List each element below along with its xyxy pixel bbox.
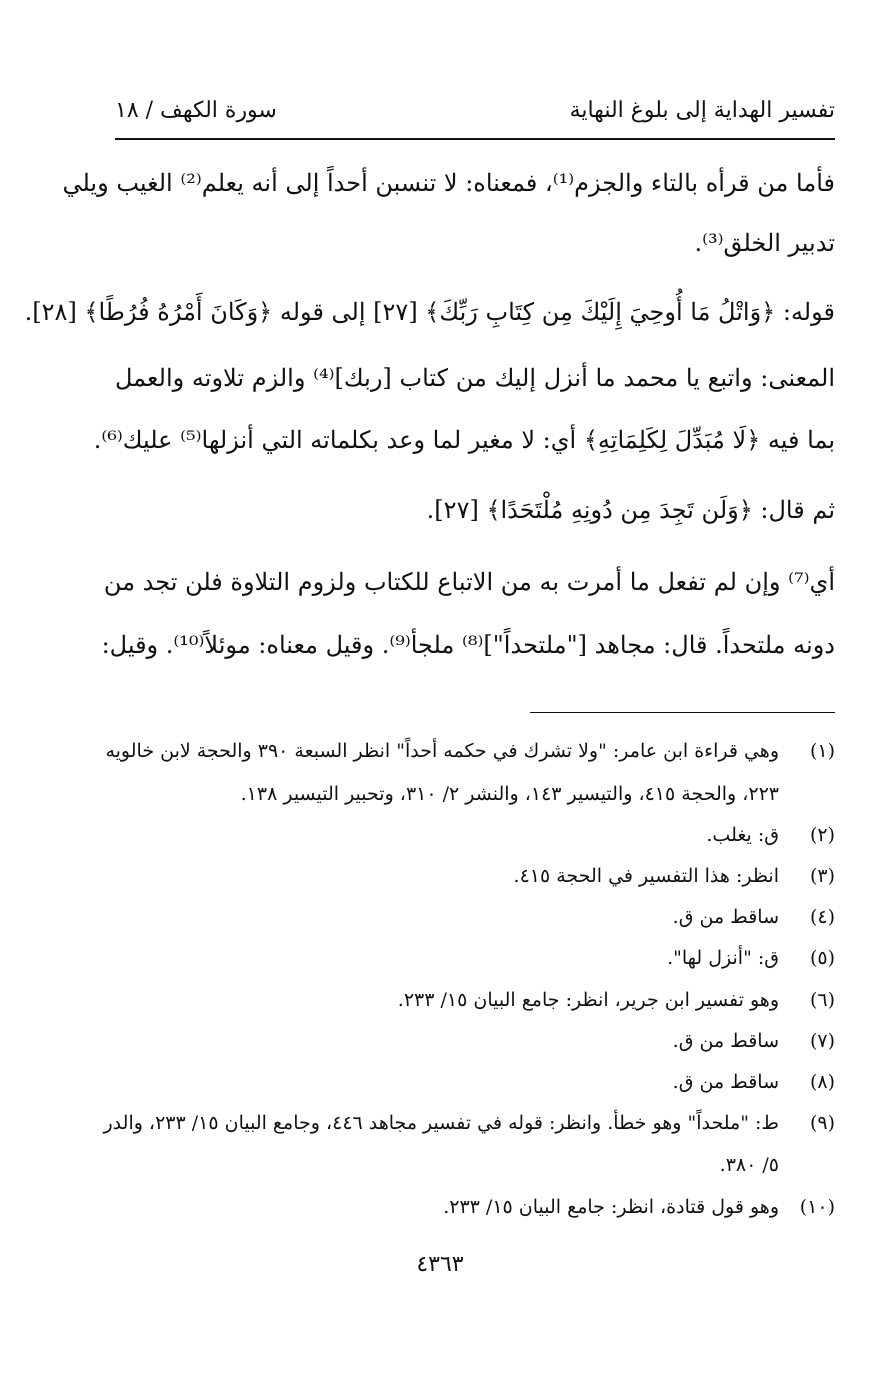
footnote-1 [105, 736, 835, 766]
running-header [115, 90, 835, 130]
footnote-text: انظر: هذا التفسير في الحجة ٤١٥. [513, 865, 779, 887]
body-line-1: فأما من قرأه بالتاء والجزم⁽¹⁾، فمعناه: لا تنسبن أحداً إلى أنه يعلم⁽²⁾ الغيب ويلي [62, 169, 835, 197]
footnote-number: (٨) [809, 1071, 835, 1093]
footnote-text: ساقط من ق. [672, 1030, 779, 1052]
footnote-number: (٧) [809, 1030, 835, 1052]
footnote-number: (٦) [809, 989, 835, 1011]
surah-reference: سورة الكهف / ١٨ [115, 97, 277, 123]
footnote-5 [120, 943, 835, 973]
body-line-7: أي⁽⁷⁾ وإن لم تفعل ما أمرت به من الاتباع للكتاب ولزوم التلاوة فلن تجد من [103, 568, 835, 596]
footnote-9 [103, 1108, 835, 1138]
body-line-2: تدبير الخلق⁽³⁾. [694, 229, 835, 257]
footnote-7 [120, 1026, 835, 1056]
footnote-text: وهو قول قتادة، انظر: جامع البيان ١٥/ ٢٣٣. [443, 1196, 779, 1218]
footnote-6 [120, 985, 835, 1015]
footnote-text: ق: يغلب. [706, 824, 779, 846]
body-line-6: ثم قال: ﴿وَلَن تَجِدَ مِن دُونِهِ مُلْتَحَدًا﴾ [٢٧]. [426, 496, 835, 524]
footnote-number: (٩) [809, 1112, 835, 1134]
footnote-text: وهو تفسير ابن جرير، انظر: جامع البيان ١٥/ ٢٣٣. [397, 989, 779, 1011]
footnote-number: (٢) [809, 824, 835, 846]
footnote-9-continuation: ٥/ ٣٨٠. [719, 1154, 779, 1176]
body-line-8: دونه ملتحداً. قال: مجاهد ["ملتحداً"]⁽⁸⁾ ملجأ⁽⁹⁾. وقيل معناه: موئلاً⁽¹⁰⁾. وقيل: [101, 631, 835, 659]
book-title: تفسير الهداية إلى بلوغ النهاية [569, 97, 835, 123]
footnote-8 [120, 1067, 835, 1097]
footnote-number: (٥) [809, 947, 835, 969]
footnote-10 [120, 1192, 835, 1222]
footnote-number: (١٠) [799, 1196, 835, 1218]
header-divider [115, 138, 835, 140]
footnote-text: ساقط من ق. [672, 1071, 779, 1093]
footnote-1-continuation: ٢٢٣، والحجة ٤١٥، والتيسير ١٤٣، والنشر ٢/ ٣١٠، وتحبير التيسير ١٣٨. [240, 783, 779, 805]
footnote-text: ق: "أنزل لها". [667, 947, 779, 969]
body-line-4: المعنى: واتبع يا محمد ما أنزل إليك من كتاب [ربك]⁽⁴⁾ والزم تلاوته والعمل [115, 364, 835, 392]
footnote-text: ساقط من ق. [672, 906, 779, 928]
page-number: ٤٣٦٣ [416, 1252, 464, 1277]
footnote-number: (٤) [809, 906, 835, 928]
footnote-2 [120, 820, 835, 850]
footnote-4 [120, 902, 835, 932]
footnote-number: (١) [809, 740, 835, 762]
body-line-3: قوله: ﴿وَاتْلُ مَا أُوحِيَ إِلَيْكَ مِن كِتَابِ رَبِّكَ﴾ [٢٧] إلى قوله ﴿وَكَانَ أَمْرُهُ فُرُطًا﴾ [٢٨]. [24, 298, 835, 326]
body-line-5: بما فيه ﴿لَا مُبَدِّلَ لِكَلِمَاتِهِ﴾ أي: لا مغير لما وعد بكلماته التي أنزلها⁽⁵⁾ عليك⁽⁶⁾. [93, 426, 835, 454]
footnote-text: وهي قراءة ابن عامر: "ولا تشرك في حكمه أحداً" انظر السبعة ٣٩٠ والحجة لابن خالويه [105, 740, 779, 762]
footnote-text: ط: "ملحداً" وهو خطأ. وانظر: قوله في تفسير مجاهد ٤٤٦، وجامع البيان ١٥/ ٢٣٣، والدر [103, 1112, 779, 1134]
footnote-3 [120, 861, 835, 891]
footnote-number: (٣) [809, 865, 835, 887]
footnote-divider [530, 712, 835, 713]
